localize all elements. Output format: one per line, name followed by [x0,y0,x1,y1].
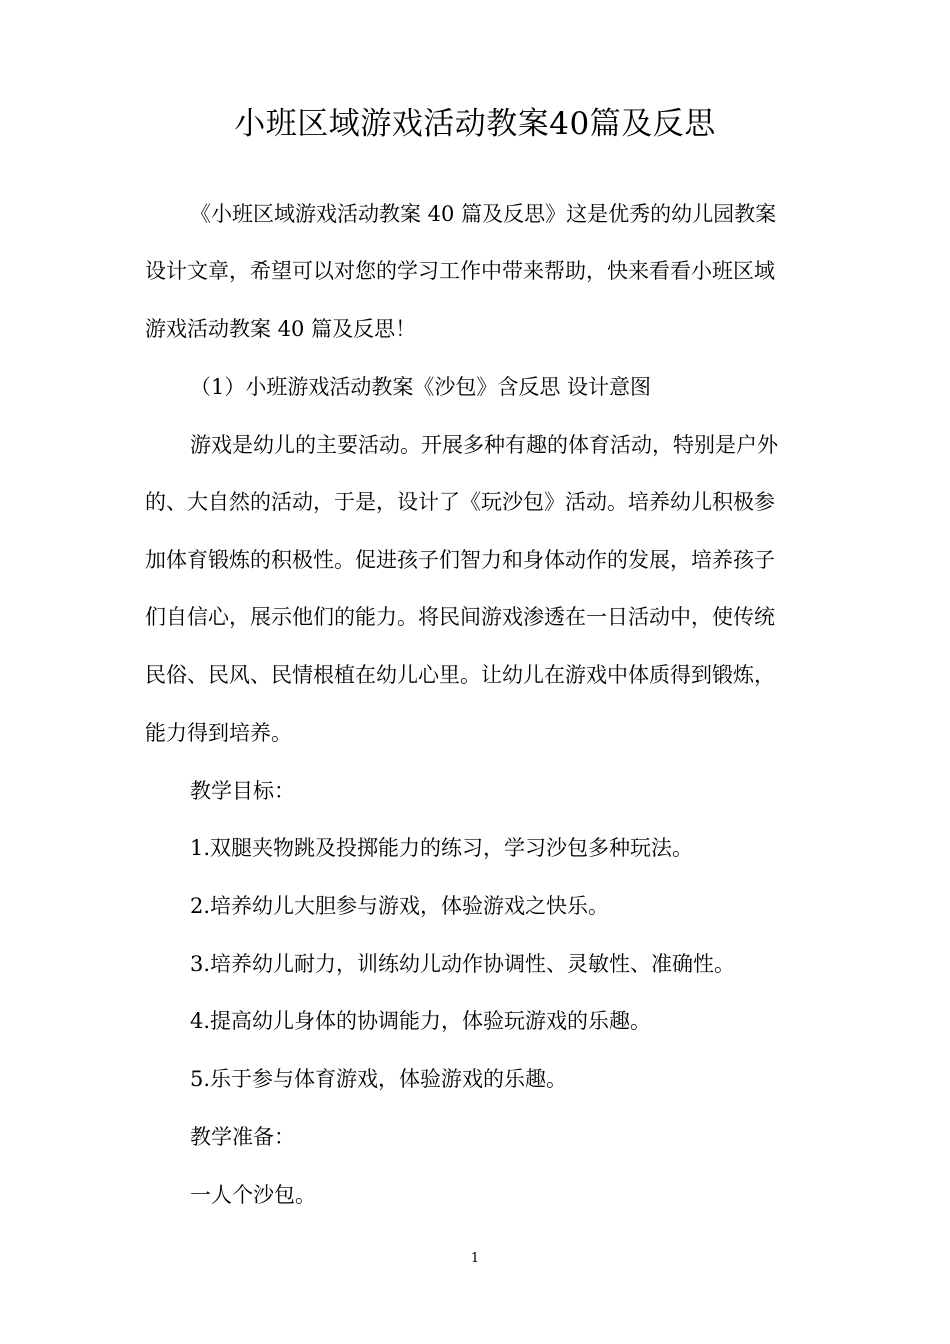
body-line: 一人个沙包。 [190,1183,316,1207]
list-item: 4.提高幼儿身体的协调能力，体验玩游戏的乐趣。 [190,1009,652,1033]
body-line: 加体育锻炼的积极性。促进孩子们智力和身体动作的发展，培养孩子 [145,548,775,572]
list-item: 5.乐于参与体育游戏，体验游戏的乐趣。 [190,1067,568,1091]
section-heading: （1）小班游戏活动教案《沙包》含反思 设计意图 [190,375,652,399]
body-line: 游戏是幼儿的主要活动。开展多种有趣的体育活动，特别是户外 [190,433,778,457]
subheading-teaching-goals: 教学目标： [190,779,295,803]
body-line: 能力得到培养。 [145,721,292,745]
body-line: 们自信心，展示他们的能力。将民间游戏渗透在一日活动中，使传统 [145,605,775,629]
body-line: 设计文章，希望可以对您的学习工作中带来帮助，快来看看小班区域 [145,259,775,283]
list-item: 2.培养幼儿大胆参与游戏，体验游戏之快乐。 [190,894,610,918]
body-line: 游戏活动教案 40 篇及反思！ [145,317,417,341]
list-item: 3.培养幼儿耐力，训练幼儿动作协调性、灵敏性、准确性。 [190,952,736,976]
body-line: 《小班区域游戏活动教案 40 篇及反思》这是优秀的幼儿园教案 [190,202,777,226]
page-number: 1 [470,1251,480,1266]
list-item: 1.双腿夹物跳及投掷能力的练习，学习沙包多种玩法。 [190,836,694,860]
body-line: 的、大自然的活动，于是，设计了《玩沙包》活动。培养幼儿积极参 [145,490,775,514]
document-title: 小班区域游戏活动教案40篇及反思 [234,106,716,142]
subheading-teaching-preparation: 教学准备： [190,1125,295,1149]
body-line: 民俗、民风、民情根植在幼儿心里。让幼儿在游戏中体质得到锻炼， [145,663,775,687]
